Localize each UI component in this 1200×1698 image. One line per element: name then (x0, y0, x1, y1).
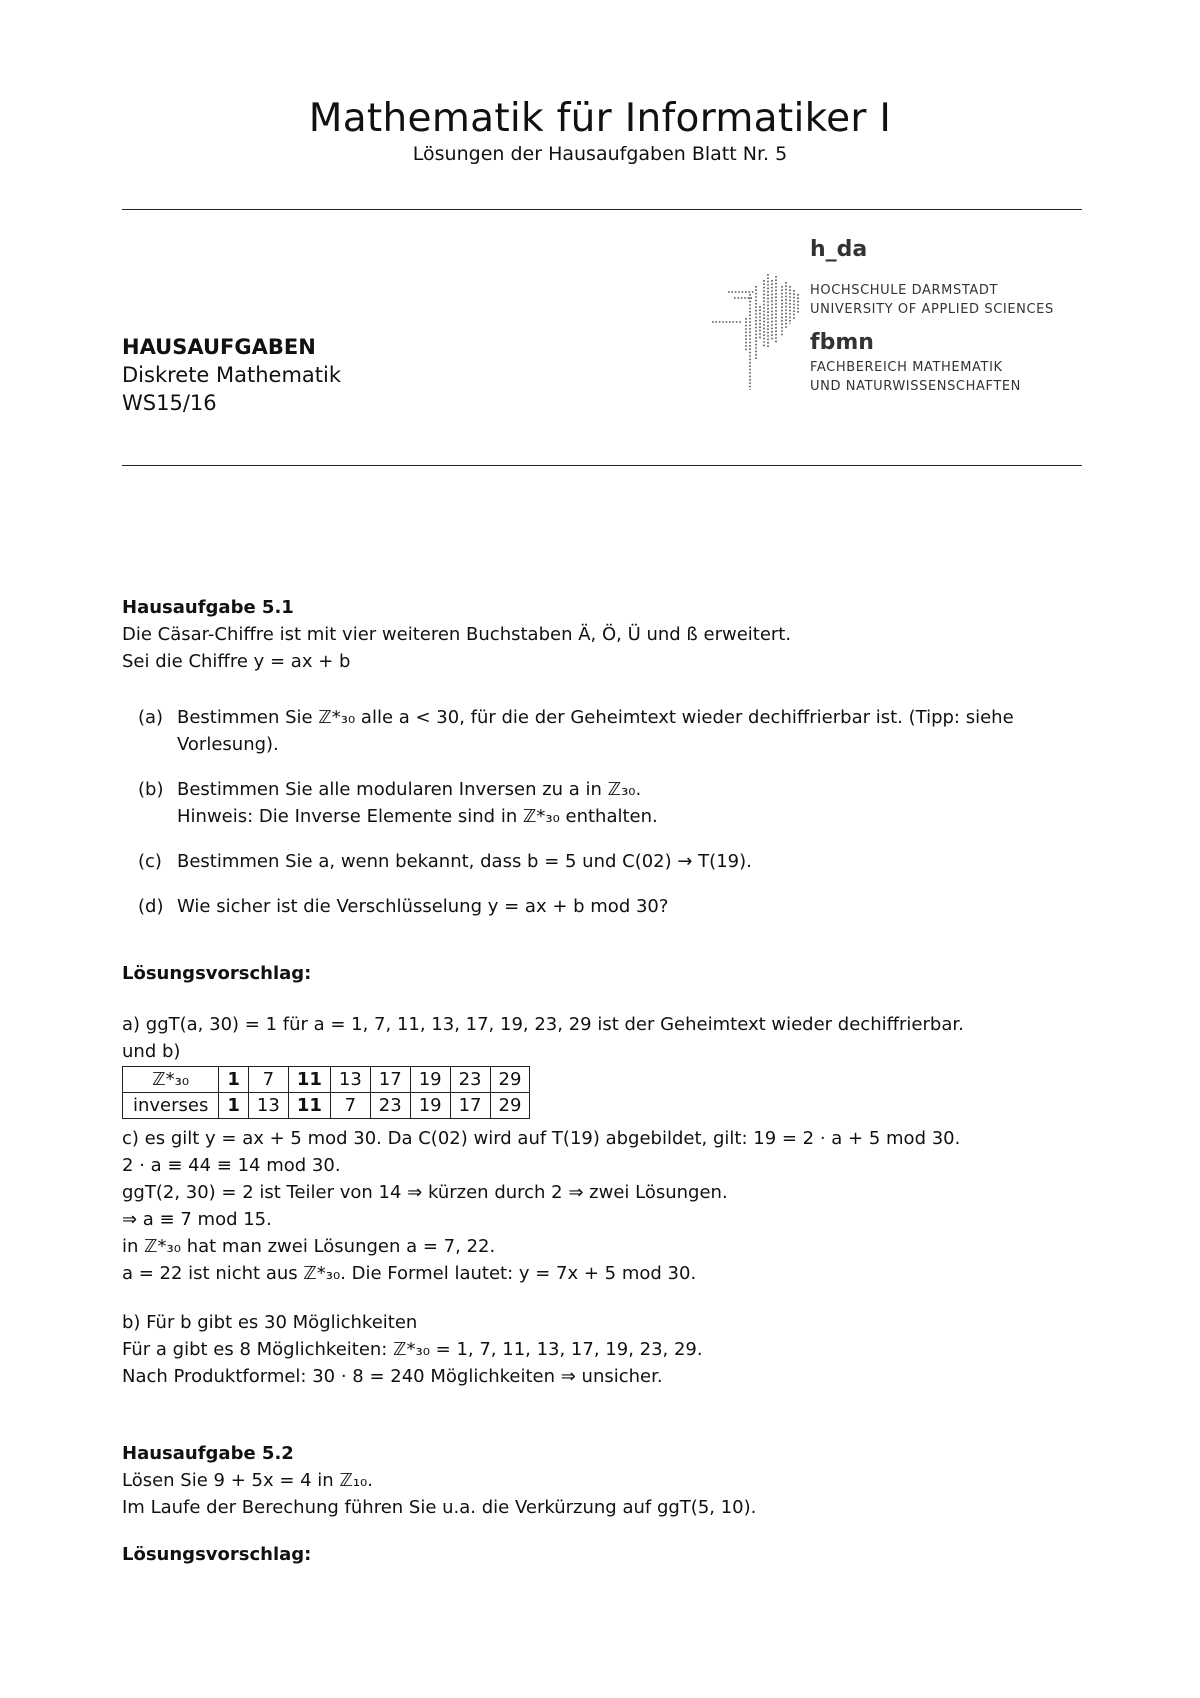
table-cell: 1 (219, 1067, 249, 1093)
subtask-b: (b) Bestimmen Sie alle modularen Inversen zu a in ℤ₃₀. Hinweis: Die Inverse Elemente sind in ℤ*₃₀ enthalten. (138, 779, 658, 827)
solution-5-1-heading: Lösungsvorschlag: (122, 963, 312, 984)
logo-line-2: UNIVERSITY OF APPLIED SCIENCES (810, 302, 1054, 317)
course-info (122, 333, 341, 417)
subtask-a: (a) Bestimmen Sie ℤ*₃₀ alle a < 30, für die der Geheimtext wieder dechiffrierbar ist. (Tipp: siehe Vorlesung). (138, 707, 1014, 755)
main-content (122, 594, 1082, 1568)
table-cell: 19 (410, 1067, 450, 1093)
page-subtitle: Lösungen der Hausaufgaben Blatt Nr. 5 (412, 143, 788, 165)
table-cell: 7 (330, 1093, 370, 1119)
solution-c-line: ⇒ a ≡ 7 mod 15. (122, 1209, 272, 1230)
table-cell: 11 (288, 1093, 330, 1119)
table-cell: 1 (219, 1093, 249, 1119)
solution-c-line: in ℤ*₃₀ hat man zwei Lösungen a = 7, 22. (122, 1236, 496, 1257)
solution-b-line: und b) (122, 1041, 181, 1062)
task-5-2-line: Im Laufe der Berechung führen Sie u.a. die Verkürzung auf ggT(5, 10). (122, 1497, 757, 1518)
task-5-2-heading: Hausaufgabe 5.2 (122, 1443, 294, 1464)
solution-c-line: 2 · a ≡ 44 ≡ 14 mod 30. (122, 1155, 341, 1176)
header-divider (122, 465, 1082, 466)
course-term: WS15/16 (122, 391, 217, 415)
course-subject: Diskrete Mathematik (122, 363, 342, 387)
solution-d-line: Für a gibt es 8 Möglichkeiten: ℤ*₃₀ = 1, 7, 11, 13, 17, 19, 23, 29. (122, 1339, 703, 1360)
table-row-label: ℤ*₃₀ (123, 1067, 219, 1093)
solution-c-line: c) es gilt y = ax + 5 mod 30. Da C(02) wird auf T(19) abgebildet, gilt: 19 = 2 · a + 5 mod 30. (122, 1128, 961, 1149)
table-row (123, 1067, 530, 1093)
subtask-d: (d) Wie sicher ist die Verschlüsselung y = ax + b mod 30? (138, 896, 669, 917)
logo-dept: fbmn (810, 330, 874, 355)
solution-d-line: b) Für b gibt es 30 Möglichkeiten (122, 1312, 418, 1333)
solution-c-line: a = 22 ist nicht aus ℤ*₃₀. Die Formel lautet: y = 7x + 5 mod 30. (122, 1263, 697, 1284)
solution-a-line: a) ggT(a, 30) = 1 für a = 1, 7, 11, 13, 17, 19, 23, 29 ist der Geheimtext wieder dechiffrierbar. (122, 1014, 964, 1035)
solution-d-line: Nach Produktformel: 30 · 8 = 240 Möglichkeiten ⇒ unsicher. (122, 1366, 663, 1387)
solution-c-line: ggT(2, 30) = 2 ist Teiler von 14 ⇒ kürzen durch 2 ⇒ zwei Lösungen. (122, 1182, 728, 1203)
task-5-1-intro: Die Cäsar-Chiffre ist mit vier weiteren Buchstaben Ä, Ö, Ü und ß erweitert. (122, 624, 792, 645)
logo-brand: h_da (810, 237, 868, 262)
subtask-c: (c) Bestimmen Sie a, wenn bekannt, dass b = 5 und C(02) → T(19). (138, 851, 752, 872)
table-cell: 7 (248, 1067, 288, 1093)
table-cell: 29 (490, 1067, 530, 1093)
table-cell: 29 (490, 1093, 530, 1119)
table-cell: 11 (288, 1067, 330, 1093)
task-5-2-line: Lösen Sie 9 + 5x = 4 in ℤ₁₀. (122, 1470, 373, 1491)
inverses-table (122, 1066, 530, 1119)
top-divider (122, 209, 1082, 210)
solution-5-2-heading: Lösungsvorschlag: (122, 1544, 312, 1565)
table-cell: 17 (370, 1067, 410, 1093)
table-cell: 13 (248, 1093, 288, 1119)
table-cell: 23 (450, 1067, 490, 1093)
logo-line-4: UND NATURWISSENSCHAFTEN (810, 379, 1022, 394)
task-5-1-subtasks (122, 704, 1082, 920)
logo-line-1: HOCHSCHULE DARMSTADT (810, 283, 999, 298)
course-type: HAUSAUFGABEN (122, 335, 316, 359)
table-cell: 13 (330, 1067, 370, 1093)
task-5-1-heading: Hausaufgabe 5.1 (122, 597, 294, 618)
logo-line-3: FACHBEREICH MATHEMATIK (810, 360, 1003, 375)
task-5-1-cipher: Sei die Chiffre y = ax + b (122, 651, 351, 672)
table-row-label: inverses (123, 1093, 219, 1119)
table-row (123, 1093, 530, 1119)
university-logo (712, 237, 1092, 400)
table-cell: 17 (450, 1093, 490, 1119)
table-cell: 19 (410, 1093, 450, 1119)
table-cell: 23 (370, 1093, 410, 1119)
logo-graphic-icon (712, 240, 808, 390)
page-title: Mathematik für Informatiker I (308, 96, 892, 141)
